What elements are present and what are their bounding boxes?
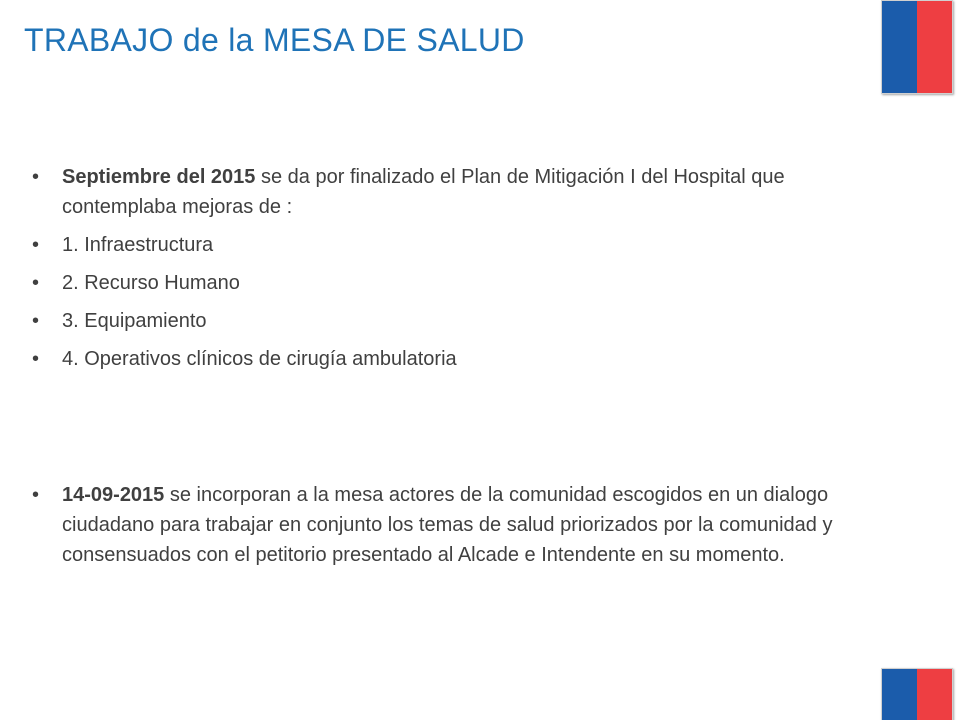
bullet-item xyxy=(32,344,882,374)
bullet-bold-date: Septiembre del 2015 xyxy=(62,166,256,188)
bullet-icon: • xyxy=(32,484,40,506)
bullet-item xyxy=(32,268,882,298)
chile-flag-decoration-top xyxy=(881,0,953,94)
bullet-text: se da por finalizado el Plan de Mitigación I del Hospital que contemplaba mejoras de : xyxy=(62,166,785,218)
bullet-text: 3. Equipamiento xyxy=(62,310,207,332)
slide-title: TRABAJO de la MESA DE SALUD xyxy=(24,22,525,58)
bullet-text: 4. Operativos clínicos de cirugía ambulatoria xyxy=(62,348,457,370)
bullet-icon: • xyxy=(32,272,40,294)
bullet-icon: • xyxy=(32,166,40,188)
bullet-item xyxy=(32,480,882,570)
chile-flag-decoration-bottom xyxy=(881,668,953,720)
bullet-icon: • xyxy=(32,310,40,332)
bullet-text: se incorporan a la mesa actores de la comunidad escogidos en un dialogo ciudadano para trabajar en conjunto los temas de salud priorizados por la comunidad y consensuados con el petitorio presentado al Alcade e Intendente en su momento. xyxy=(62,484,833,566)
bullet-icon: • xyxy=(32,234,40,256)
bullet-item xyxy=(32,230,882,260)
flag-blue-stripe xyxy=(882,669,917,720)
bullet-item xyxy=(32,162,882,222)
bullet-item xyxy=(32,306,882,336)
flag-blue-stripe xyxy=(882,1,917,93)
bullet-bold-date: 14-09-2015 xyxy=(62,484,165,506)
flag-red-stripe xyxy=(917,1,952,93)
bullet-text: 2. Recurso Humano xyxy=(62,272,240,294)
bullet-icon: • xyxy=(32,348,40,370)
bullet-text: 1. Infraestructura xyxy=(62,234,214,256)
bullet-list xyxy=(32,162,882,578)
flag-red-stripe xyxy=(917,669,952,720)
